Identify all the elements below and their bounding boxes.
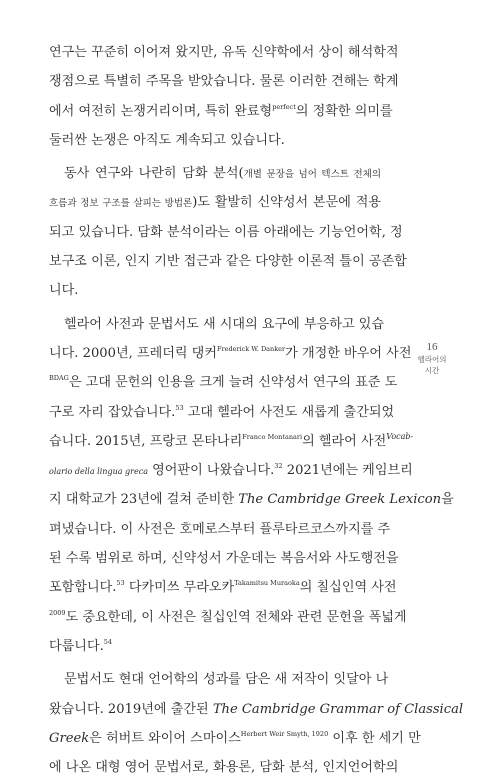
- text-line: [49, 695, 464, 724]
- text-run: 헬라어 사전과 문법서도 새 시대의 요구에 부응하고 있습: [64, 316, 385, 332]
- text-run: 을: [441, 492, 454, 508]
- text-line: [49, 665, 389, 694]
- text-line: [49, 159, 381, 188]
- text-run: 가 개정한 바우어 사전: [285, 345, 412, 361]
- superscript-term: Takamitsu Muraoka: [234, 579, 300, 588]
- text-run: 포함합니다.: [49, 580, 117, 596]
- text-run: 은 고대 문헌의 인용을 크게 늘려 신약성서 연구의 표준 도: [68, 375, 398, 391]
- superscript-term: Franco Montanari: [242, 432, 303, 441]
- text-run: 니다.: [49, 283, 79, 299]
- running-title-line1: 헬라어의: [417, 355, 447, 364]
- text-line: [49, 753, 399, 782]
- text-line: [49, 310, 385, 339]
- text-line: [49, 368, 398, 397]
- text-line: [49, 427, 414, 456]
- text-line: [49, 276, 381, 305]
- text-line: [49, 632, 381, 661]
- text-run: 동사 연구와 나란히 담화 분석(: [64, 166, 244, 182]
- italic-title: Vocab-: [386, 431, 414, 441]
- footnote-marker[interactable]: 53: [175, 403, 184, 412]
- text-run: 의 정확한 의미를: [295, 103, 393, 119]
- footnote-marker[interactable]: 53: [116, 579, 125, 588]
- parenthetical-note: 흐름과 정보 구조를 살피는 방법론: [49, 198, 193, 210]
- text-line: [49, 339, 412, 368]
- text-line: [49, 456, 413, 485]
- text-line: [49, 218, 403, 247]
- footnote-marker[interactable]: 54: [103, 637, 113, 646]
- text-run: 에서 여전히 논쟁거리이며, 특히 완료형: [49, 103, 273, 119]
- text-run: 된 수록 범위로 하며, 신약성서 가운데는 복음서와 사도행전을: [49, 551, 399, 567]
- text-run: 습니다. 2015년, 프랑코 몬타나리: [49, 433, 243, 449]
- text-run: 펴냈습니다. 이 사전은 호메로스부터 플루타르코스까지를 주: [49, 521, 391, 537]
- text-run: 의 칠십인역 사전: [299, 580, 397, 596]
- text-line: [49, 544, 399, 573]
- text-run: 도 중요한데, 이 사전은 칠십인역 전체와 관련 문헌을 폭넓게: [65, 609, 407, 625]
- text-run: 니다. 2000년, 프레더릭 댕커: [49, 345, 217, 361]
- text-line: [49, 573, 397, 602]
- italic-title: The Cambridge Grammar of Classical: [212, 701, 464, 717]
- superscript-term: 2009: [49, 608, 66, 617]
- text-run: 영어판이 나왔습니다.: [147, 463, 275, 479]
- text-run: 지 대학교가 23년에 걸쳐 준비한: [49, 492, 239, 508]
- text-run: 고대 헬라어 사전도 새롭게 출간되었: [183, 404, 395, 420]
- text-run: 문법서도 현대 언어학의 성과를 담은 새 저작이 잇달아 나: [64, 672, 389, 688]
- text-run: 의 헬라어 사전: [302, 433, 387, 449]
- text-run: )도 활발히 신약성서 본문에 적용: [192, 195, 381, 211]
- margin-note: [402, 340, 462, 376]
- text-line: [49, 38, 399, 67]
- text-run: 쟁점으로 특별히 주목을 받았습니다. 물론 이러한 견해는 학계: [49, 74, 399, 90]
- superscript-term: BDAG: [49, 374, 69, 383]
- text-run: 은 허버트 와이어 스마이스: [89, 730, 241, 746]
- text-run: 연구는 꾸준히 이어져 왔지만, 유독 신약학에서 상이 해석학적: [49, 45, 399, 60]
- page-number: 16: [426, 341, 438, 353]
- text-line: [49, 188, 381, 217]
- parenthetical-note: 개별 문장을 넘어 텍스트 전체의: [243, 169, 381, 181]
- text-run: 보구조 이론, 인지 기반 접근과 같은 다양한 이론적 틀이 공존합: [49, 254, 407, 270]
- italic-title: The Cambridge Greek Lexicon: [238, 492, 442, 508]
- text-line: [49, 515, 391, 544]
- text-run: 다카미쓰 무라오카: [124, 580, 235, 596]
- text-run: 이후 한 세기 만: [328, 730, 421, 746]
- italic-title: Greek: [49, 730, 90, 746]
- text-line: [49, 485, 454, 514]
- text-run: 에 나온 대형 영어 문법서로, 화용론, 담화 분석, 인지언어학의: [49, 760, 399, 776]
- text-run: 왔습니다. 2019년에 출간된: [49, 701, 213, 717]
- text-line: [49, 398, 395, 427]
- footnote-marker[interactable]: 32: [274, 462, 283, 471]
- superscript-term: perfect: [272, 102, 296, 111]
- superscript-term: Frederick W. Danker: [216, 344, 286, 353]
- text-line: [49, 247, 407, 276]
- text-run: 다룹니다.: [49, 638, 104, 654]
- text-line: [49, 97, 393, 126]
- text-run: 둘러싼 논쟁은 아직도 계속되고 있습니다.: [49, 132, 285, 148]
- text-run: 되고 있습니다. 담화 분석이라는 이름 아래에는 기능언어학, 정: [49, 224, 403, 240]
- text-run: 2021년에는 케임브리: [282, 463, 413, 479]
- running-title-line2: 시간: [424, 366, 440, 375]
- superscript-term: Herbert Weir Smyth, 1920: [240, 729, 329, 738]
- text-line: [49, 126, 381, 155]
- italic-title: olario della lingua greca: [49, 467, 148, 477]
- text-run: 구로 자리 잡았습니다.: [49, 404, 176, 420]
- text-line: [49, 603, 407, 632]
- text-line: [49, 67, 399, 96]
